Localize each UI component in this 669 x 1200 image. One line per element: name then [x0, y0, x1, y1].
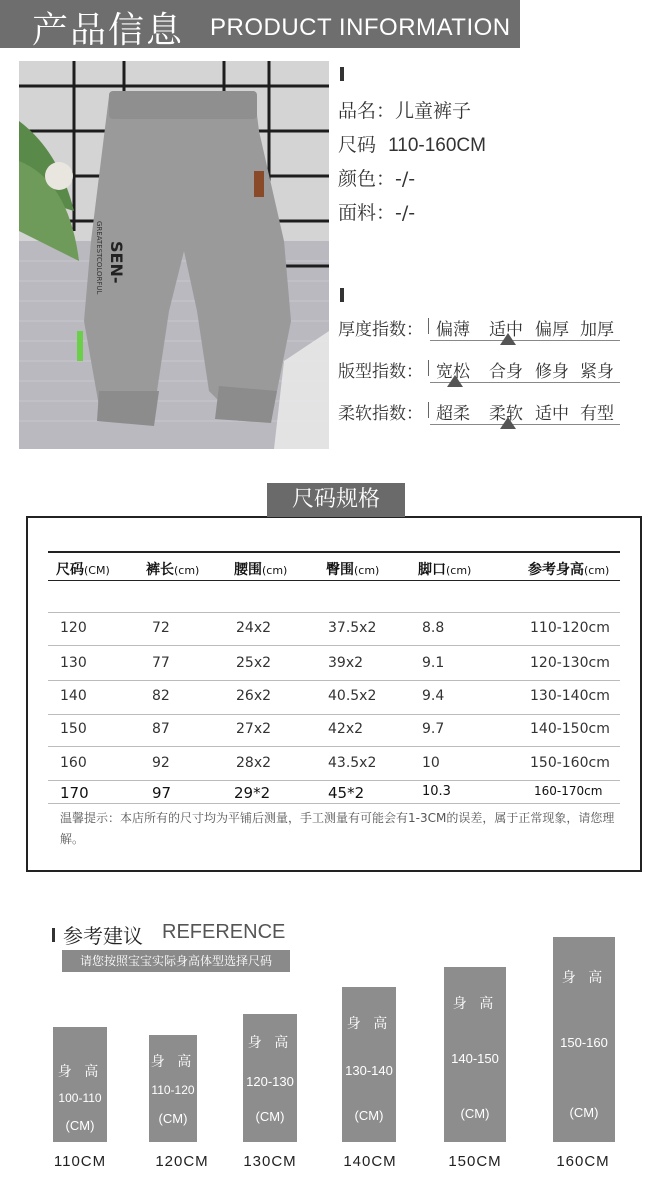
height-bar: 身 高 130-140 (CM) — [342, 987, 396, 1142]
scale-fit-indicator — [447, 375, 463, 387]
height-bar-label: 110CM — [53, 1153, 107, 1170]
scale-softness-opt: 适中 — [535, 404, 569, 424]
info-name: 品名：儿童裤子 — [338, 100, 472, 122]
table-row-rule — [48, 645, 620, 646]
scale-softness-opt: 有型 — [580, 404, 614, 424]
scale-marker — [340, 288, 344, 302]
reference-title-en: REFERENCE — [162, 921, 286, 943]
table-header-rule — [48, 580, 620, 581]
scale-fit-opt: 合身 — [489, 362, 523, 382]
height-bar-label: 140CM — [343, 1153, 397, 1170]
header-title-en: PRODUCT INFORMATION — [210, 14, 511, 41]
scale-softness-opt: 超柔 — [436, 404, 470, 424]
size-note: 温馨提示：本店所有的尺寸均为平铺后测量，手工测量有可能会有1-3CM的误差，属于正常现象，请您理解。 — [60, 811, 615, 846]
table-row-rule — [48, 714, 620, 715]
scale-fit-opt: 紧身 — [580, 362, 614, 382]
scale-thickness-line — [430, 340, 620, 341]
height-bar-label: 120CM — [155, 1153, 209, 1170]
height-bar: 身 高 120-130 (CM) — [243, 1014, 297, 1142]
info-fabric: 面料：-/- — [338, 202, 416, 224]
pants-illustration — [19, 61, 329, 449]
scale-thickness-opt: 适中 — [489, 320, 523, 340]
scale-softness-line — [430, 424, 620, 425]
scale-thickness-indicator — [500, 333, 516, 345]
height-bar: 身 高 100-110 (CM) — [53, 1027, 107, 1142]
table-row-rule — [48, 780, 620, 781]
info-color: 颜色：-/- — [338, 168, 416, 190]
scale-thickness-opt: 加厚 — [580, 320, 614, 340]
table-header-cell: 裤长(cm) — [146, 562, 200, 578]
table-row-rule — [48, 746, 620, 747]
scale-fit-opt: 修身 — [535, 362, 569, 382]
info-size: 尺码 110-160CM — [338, 134, 486, 156]
scale-softness-label: 柔软指数： — [338, 404, 423, 424]
scale-separator — [428, 360, 429, 376]
table-header-cell: 腰围(cm) — [234, 562, 288, 578]
scale-softness-indicator — [500, 417, 516, 429]
reference-subtitle: 请您按照宝宝实际身高体型选择尺码 — [62, 950, 290, 972]
table-header-rule — [48, 551, 620, 553]
scale-separator — [428, 402, 429, 418]
table-row-rule — [48, 612, 620, 613]
height-bar-label: 150CM — [448, 1153, 502, 1170]
table-header-cell: 尺码(CM) — [56, 562, 110, 578]
height-bar: 身 高 110-120 (CM) — [149, 1035, 197, 1142]
scale-thickness-opt: 偏厚 — [535, 320, 569, 340]
table-header-cell: 臀围(cm) — [326, 562, 380, 578]
size-table-title: 尺码规格 — [267, 483, 405, 517]
height-bar: 身 高 150-160 (CM) — [553, 937, 615, 1142]
scale-fit-label: 版型指数： — [338, 362, 423, 382]
height-bar: 身 高 140-150 (CM) — [444, 967, 506, 1142]
height-bar-label: 130CM — [243, 1153, 297, 1170]
info-marker — [340, 67, 344, 81]
reference-title-zh: 参考建议 — [63, 924, 143, 948]
height-bar-label: 160CM — [556, 1153, 610, 1170]
table-header-cell: 参考身高(cm) — [528, 562, 610, 578]
table-header-cell: 脚口(cm) — [418, 562, 472, 578]
scale-fit-opt: 宽松 — [436, 362, 470, 382]
header-title-zh: 产品信息 — [32, 10, 185, 51]
scale-thickness-opt: 偏薄 — [436, 320, 470, 340]
scale-separator — [428, 318, 429, 334]
table-row-rule — [48, 803, 620, 804]
pants-print-text: SEN- — [107, 241, 126, 284]
product-photo — [19, 61, 329, 449]
reference-marker — [52, 928, 55, 942]
table-row-rule — [48, 680, 620, 681]
pants-small-text: GREATESTCOLORFUL — [95, 221, 103, 295]
scale-softness-opt: 柔软 — [489, 404, 523, 424]
scale-thickness-label: 厚度指数： — [338, 320, 423, 340]
